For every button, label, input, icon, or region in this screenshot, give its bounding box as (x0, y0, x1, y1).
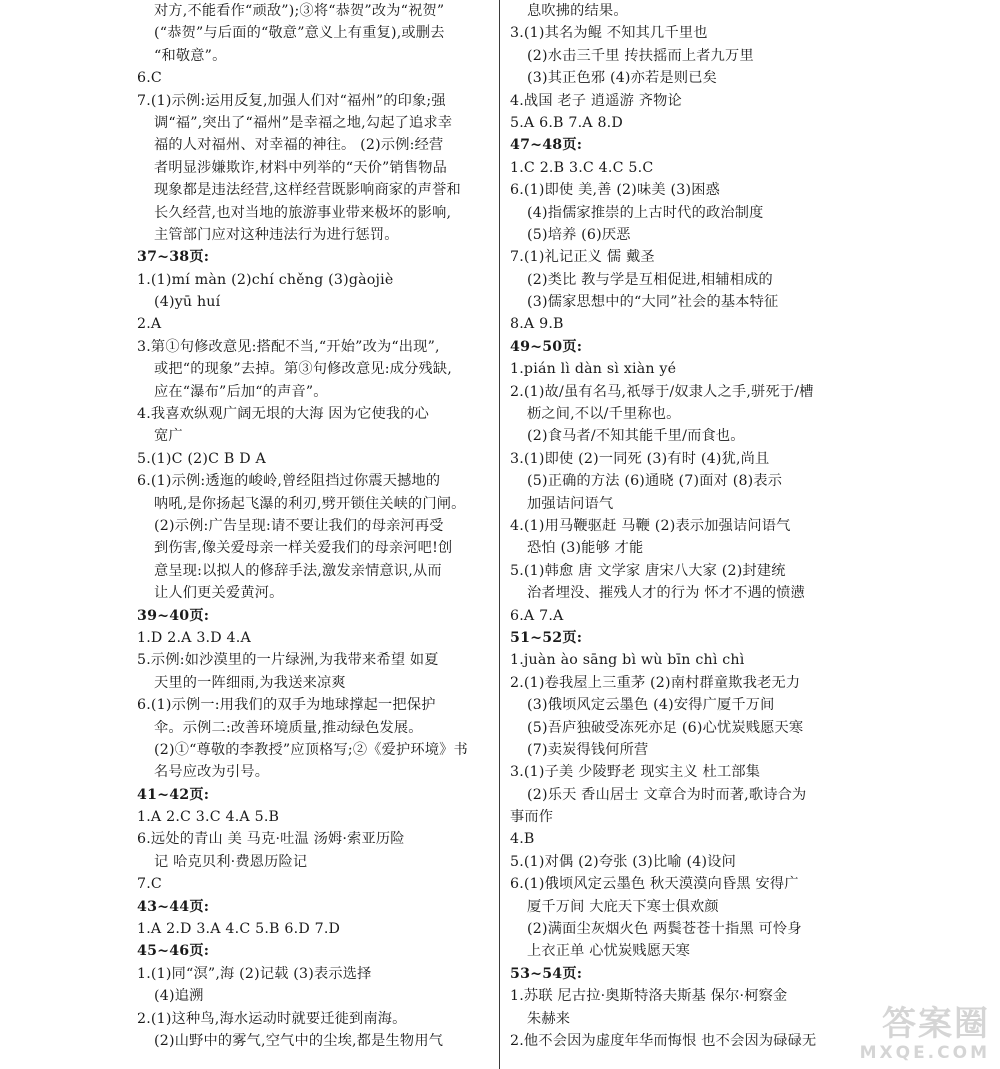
page-range-heading: 45~46页: (137, 943, 210, 960)
answer-line: 4.B (510, 831, 535, 848)
answer-line: 7.C (137, 876, 162, 893)
answer-line: 1.苏联 尼古拉·奥斯特洛夫斯基 保尔·柯察金 (510, 988, 788, 1005)
page-range-heading: 43~44页: (137, 898, 210, 915)
answer-line: 5.示例:如沙漠里的一片绿洲,为我带来希望 如夏 (137, 652, 439, 669)
answer-line: “和敬意”。 (154, 47, 227, 64)
answer-line: (“恭贺”与后面的“敬意”意义上有重复),或删去 (154, 25, 445, 42)
watermark-title: 答案圈 (882, 1004, 990, 1044)
answer-line: 5.(1)对偶 (2)夸张 (3)比喻 (4)设问 (510, 853, 736, 870)
answer-line: (4)追溯 (154, 988, 204, 1005)
answer-line: 名号应改为引号。 (154, 764, 270, 781)
answer-line: 天里的一阵细雨,为我送来凉爽 (154, 674, 346, 691)
answer-line: 对方,不能看作“顽敌”);③将“恭贺”改为“祝贺” (154, 3, 445, 19)
answer-line: 加强诘问语气 (527, 495, 614, 512)
answer-line: (7)卖炭得钱何所营 (527, 741, 649, 758)
answer-line: 1.A 2.C 3.C 4.A 5.B (137, 809, 280, 826)
answer-line: 记 哈克贝利·费恩历险记 (154, 853, 308, 870)
answer-line: (2)食马者/不知其能千里/而食也。 (527, 428, 745, 445)
answer-line: 1.(1)同“溟”,海 (2)记载 (3)表示选择 (137, 965, 372, 982)
answer-line: 4.战国 老子 逍遥游 齐物论 (510, 92, 682, 109)
answer-line: 6.A 7.A (510, 607, 564, 624)
answer-line: (3)俄顷风定云墨色 (4)安得广厦千万间 (527, 697, 775, 714)
answer-line: 长久经营,也对当地的旅游事业带来极坏的影响, (154, 204, 452, 221)
answer-line: 6.(1)俄顷风定云墨色 秋天漠漠向昏黑 安得广 (510, 876, 799, 893)
column-divider (499, 0, 500, 1069)
answer-line: 6.(1)即使 美,善 (2)味美 (3)困惑 (510, 182, 720, 199)
answer-line: 2.他不会因为虚度年华而悔恨 也不会因为碌碌无 (510, 1032, 817, 1049)
answer-line: (2)乐天 香山居士 文章合为时而著,歌诗合为 (527, 786, 807, 803)
answer-line: (5)正确的方法 (6)通晓 (7)面对 (8)表示 (527, 473, 783, 490)
answer-line: (5)培养 (6)厌恶 (527, 226, 631, 243)
answer-line: 伞。示例二:改善环境质量,推动绿色发展。 (154, 719, 423, 736)
answer-line: 主管部门应对这种违法行为进行惩罚。 (154, 226, 399, 243)
answer-line: 3.(1)子美 少陵野老 现实主义 杜工部集 (510, 764, 761, 781)
answer-line: 7.(1)礼记正义 儒 戴圣 (510, 249, 655, 266)
answer-line: 2.A (137, 316, 162, 333)
answer-line: 者明显涉嫌欺诈,材料中列举的“天价”销售物品 (154, 159, 447, 176)
answer-line: 5.A 6.B 7.A 8.D (510, 114, 623, 131)
answer-line: 5.(1)韩愈 唐 文学家 唐宋八大家 (2)封建统 (510, 562, 786, 579)
answer-line: 枥之间,不以/千里称也。 (527, 406, 681, 423)
answer-line: (5)吾庐独破受冻死亦足 (6)心忧炭贱愿天寒 (527, 719, 804, 736)
answer-line: 1.C 2.B 3.C 4.C 5.C (510, 159, 654, 176)
answer-line: 6.(1)示例一:用我们的双手为地球撑起一把保护 (137, 697, 436, 714)
answer-line: 1.juàn ào sāng bì wù bīn chì chì (510, 652, 745, 669)
answer-line: 福的人对福州、对幸福的神往。 (2)示例:经营 (154, 137, 444, 154)
answer-line: 现象都是违法经营,这样经营既影响商家的声誉和 (154, 182, 461, 199)
answer-line: 6.远处的青山 美 马克·吐温 汤姆·索亚历险 (137, 831, 405, 848)
answer-line: 3.第①句修改意见:搭配不当,“开始”改为“出现”, (137, 338, 440, 355)
answer-line: (2)示例:广告呈现:请不要让我们的母亲河再受 (154, 517, 444, 534)
watermark-url: MXQE.COM (859, 1043, 990, 1063)
answer-line: 5.(1)C (2)C B D A (137, 450, 266, 467)
answer-line: (2)水击三千里 抟扶摇而上者九万里 (527, 47, 754, 64)
answer-line: 2.(1)卷我屋上三重茅 (2)南村群童欺我老无力 (510, 674, 801, 691)
answer-line: 息吹拂的结果。 (527, 3, 628, 19)
answer-line: (4)指儒家推崇的上古时代的政治制度 (527, 204, 764, 221)
answer-line: 治者埋没、摧残人才的行为 怀才不遇的愤懑 (527, 585, 806, 602)
answer-line: 1.A 2.D 3.A 4.C 5.B 6.D 7.D (137, 921, 341, 938)
answer-line: 朱赫来 (527, 1010, 571, 1027)
page-range-heading: 53~54页: (510, 965, 583, 982)
answer-line: (2)①“尊敬的李教授”应顶格写;②《爱护环境》书 (154, 741, 468, 758)
answer-line: 3.(1)其名为鲲 不知其几千里也 (510, 25, 708, 42)
answer-line: 调“福”,突出了“福州”是幸福之地,勾起了追求幸 (154, 114, 453, 131)
right-column (510, 0, 862, 1052)
answer-line: 8.A 9.B (510, 316, 564, 333)
answer-line: 应在“瀑布”后加“的声音”。 (154, 383, 328, 400)
answer-line: 1.pián lì dàn sì xiàn yé (510, 361, 677, 378)
answer-line: 4.我喜欢纵观广阔无垠的大海 因为它使我的心 (137, 406, 430, 423)
answer-line: 3.(1)即使 (2)一同死 (3)有时 (4)犹,尚且 (510, 450, 770, 467)
answer-line: (2)满面尘灰烟火色 两鬓苍苍十指黑 可怜身 (527, 921, 802, 938)
left-column (137, 0, 489, 1052)
page-range-heading: 51~52页: (510, 629, 583, 646)
answer-line: 上衣正单 心忧炭贱愿天寒 (527, 943, 690, 960)
answer-line: 事而作 (510, 809, 554, 826)
answer-line: 7.(1)示例:运用反复,加强人们对“福州”的印象;强 (137, 92, 446, 109)
answer-line: 厦千万间 大庇天下寒士俱欢颜 (527, 898, 719, 915)
answer-line: 2.(1)这种鸟,海水运动时就要迁徙到南海。 (137, 1010, 407, 1027)
answer-line: 或把“的现象”去掉。第③句修改意见:成分残缺, (154, 361, 452, 378)
answer-line: 呐吼,是你扬起飞瀑的利刃,劈开锁住关峡的门闸。 (154, 495, 466, 512)
page-range-heading: 49~50页: (510, 338, 583, 355)
answer-line: 让人们更关爱黄河。 (154, 585, 284, 602)
site-watermark-logo (790, 1005, 990, 1065)
answer-line: 恐怕 (3)能够 才能 (527, 540, 644, 557)
answer-line: 意呈现:以拟人的修辞手法,激发亲情意识,从而 (154, 562, 442, 579)
answer-line: 6.C (137, 70, 162, 87)
page-range-heading: 41~42页: (137, 786, 210, 803)
answer-line: 到伤害,像关爱母亲一样关爱我们的母亲河吧!创 (154, 540, 453, 557)
answer-line: 2.(1)故/虽有名马,祇辱于/奴隶人之手,骈死于/槽 (510, 383, 814, 400)
answer-line: 1.D 2.A 3.D 4.A (137, 629, 251, 646)
answer-line: (3)儒家思想中的“大同”社会的基本特征 (527, 294, 779, 311)
answer-line: 宽广 (154, 428, 183, 445)
answer-line: 1.(1)mí màn (2)chí chěng (3)gàojiè (137, 271, 394, 288)
answer-line: 6.(1)示例:透迤的峻岭,曾经阻挡过你震天撼地的 (137, 473, 441, 490)
answer-line: 4.(1)用马鞭驱赶 马鞭 (2)表示加强诘问语气 (510, 517, 791, 534)
answer-line: (4)yū huí (154, 294, 221, 311)
page-range-heading: 39~40页: (137, 607, 210, 624)
answer-line: (2)山野中的雾气,空气中的尘埃,都是生物用气 (154, 1032, 444, 1049)
page-range-heading: 37~38页: (137, 249, 210, 266)
page-range-heading: 47~48页: (510, 137, 583, 154)
answer-line: (2)类比 教与学是互相促进,相辅相成的 (527, 271, 773, 288)
answer-line: (3)其正色邪 (4)亦若是则已矣 (527, 70, 717, 87)
